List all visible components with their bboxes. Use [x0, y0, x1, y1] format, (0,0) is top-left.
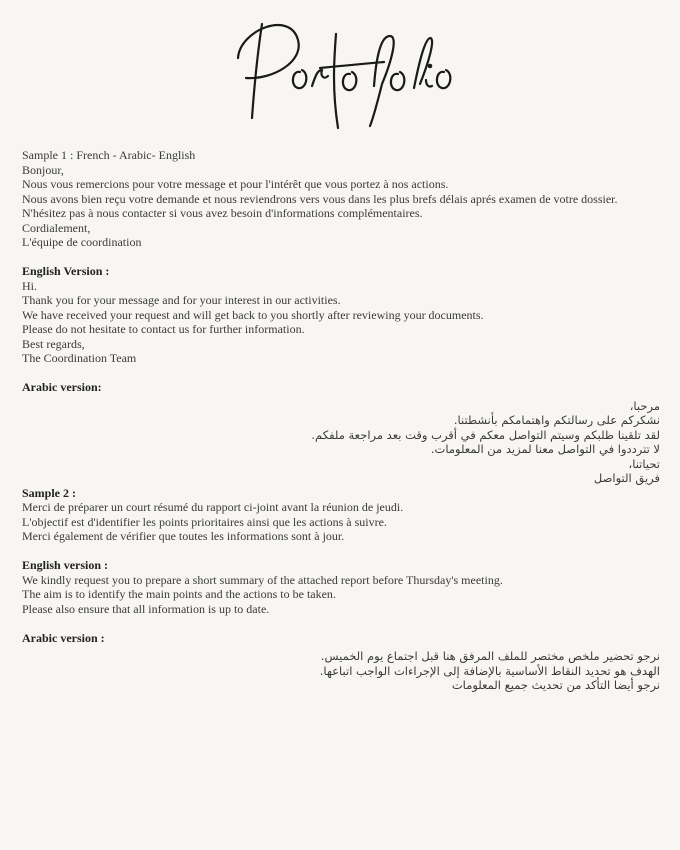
- french-line: Cordialement,: [22, 220, 91, 235]
- arabic-line: نشكركم على رسالتكم واهتمامكم بأنشطتنا.: [453, 413, 660, 427]
- portfolio-script-title: [0, 0, 680, 140]
- sample1-arabic: [22, 399, 660, 486]
- french-line: N'hésitez pas à nous contacter si vous avez besoin d'informations complémentaires.: [22, 206, 423, 220]
- french-line: Bonjour,: [22, 162, 64, 177]
- english-line: We have received your request and will get back to you shortly after reviewing your documents.: [22, 307, 484, 322]
- english-line: We kindly request you to prepare a short summary of the attached report before Thursday's meeting.: [22, 572, 503, 587]
- english-line: Please do not hesitate to contact us for further information.: [22, 322, 305, 336]
- sample2-english: [22, 573, 662, 617]
- english-line: Best regards,: [22, 336, 85, 351]
- english-line: Hi.: [22, 278, 37, 293]
- title-header: [0, 0, 680, 140]
- french-line: L'objectif est d'identifier les points prioritaires ainsi que les actions à suivre.: [22, 514, 387, 529]
- french-line: Nous vous remercions pour votre message et pour l'intérêt que vous portez à nos actions.: [22, 177, 449, 191]
- arabic-line: نرجو أيضا التأكد من تحديث جميع المعلومات: [451, 678, 660, 692]
- sample1-arabic-heading: Arabic version:: [22, 380, 102, 394]
- french-line: L'équipe de coordination: [22, 235, 142, 249]
- sample1-english-heading: English Version :: [22, 264, 110, 278]
- french-line: Merci de préparer un court résumé du rapport ci-joint avant la réunion de jeudi.: [22, 500, 404, 514]
- english-line: Thank you for your message and for your interest in our activities.: [22, 293, 341, 307]
- sample2-french: [22, 500, 662, 544]
- arabic-line: لا تترددوا في التواصل معنا لمزيد من المعلومات.: [430, 442, 660, 456]
- sample2-label: Sample 2 :: [22, 485, 76, 500]
- arabic-line: لقد تلقينا طلبكم وسيتم التواصل معكم في أقرب وقت بعد مراجعة ملفكم.: [311, 427, 660, 442]
- english-line: The Coordination Team: [22, 351, 137, 365]
- sample1-english: [22, 279, 662, 366]
- arabic-line: مرحبا،: [629, 398, 660, 413]
- arabic-line: نرجو تحضير ملخص مختصر للملف المرفق هنا قبل اجتماع يوم الخميس.: [320, 649, 660, 663]
- sample2-arabic: [22, 649, 660, 693]
- sample2-english-heading: English version :: [22, 558, 109, 572]
- document-body: [22, 148, 662, 693]
- english-line: Please also ensure that all information is up to date.: [22, 601, 270, 616]
- arabic-line: تحياتنا،: [628, 456, 660, 471]
- sample2-arabic-heading: Arabic version :: [22, 630, 105, 645]
- sample1-label: Sample 1 : French - Arabic- English: [22, 148, 196, 162]
- english-line: The aim is to identify the main points and the actions to be taken.: [22, 587, 336, 601]
- french-line: Merci également de vérifier que toutes les informations sont à jour.: [22, 529, 345, 543]
- arabic-line: فريق التواصل: [593, 471, 660, 485]
- arabic-line: الهدف هو تحديد النقاط الأساسية بالإضافة إلى الإجراءات الواجب اتباعها.: [319, 663, 660, 678]
- sample1-french: [22, 163, 662, 250]
- french-line: Nous avons bien reçu votre demande et nous reviendrons vers vous dans les plus brefs délais aprés examen de votre dossier.: [22, 191, 618, 206]
